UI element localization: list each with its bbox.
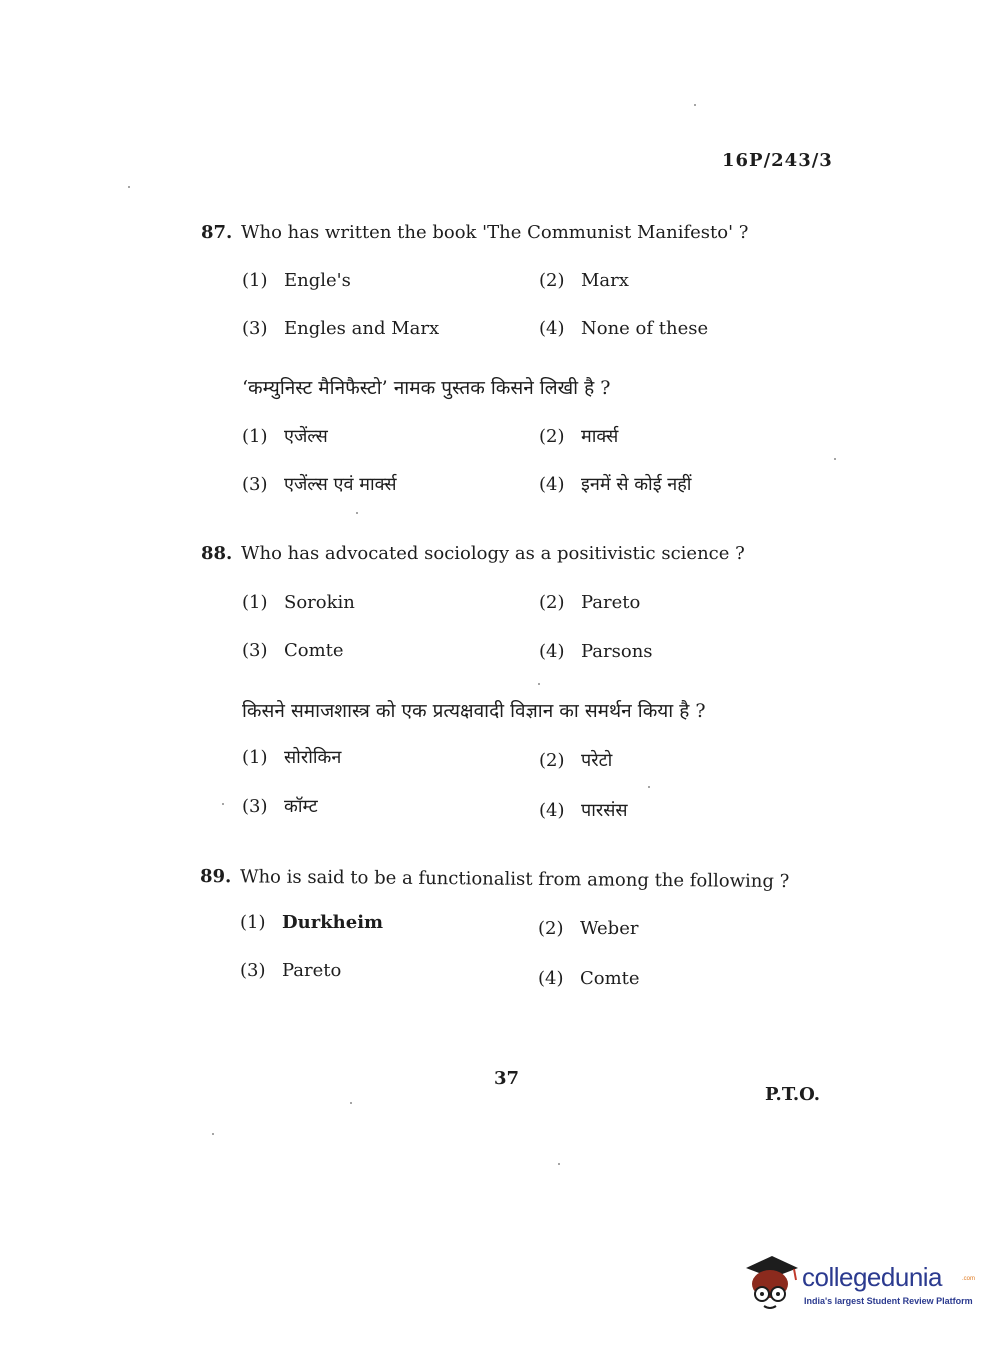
option-number: (2)	[539, 750, 565, 771]
option-87-2	[539, 270, 629, 291]
option-hi-87-4	[539, 472, 691, 496]
option-88-3	[242, 640, 344, 661]
option-89-4	[538, 968, 640, 989]
option-text: Weber	[580, 918, 639, 939]
scan-speck	[128, 186, 130, 188]
option-text: इनमें से कोई नहीं	[581, 474, 692, 495]
option-text: Pareto	[282, 960, 342, 981]
option-number: (3)	[242, 640, 268, 661]
option-87-3	[242, 318, 439, 339]
question-number: 87.	[201, 222, 233, 243]
option-number: (4)	[539, 800, 565, 821]
option-89-2	[538, 918, 638, 939]
option-number: (2)	[538, 918, 564, 939]
option-text: Comte	[580, 968, 640, 989]
option-text: मार्क्स	[581, 426, 619, 447]
scan-speck	[694, 104, 696, 106]
option-hi-87-1	[242, 424, 328, 448]
option-number: (2)	[539, 592, 565, 613]
option-number: (2)	[539, 426, 565, 447]
option-number: (1)	[242, 270, 268, 291]
option-text: पारसंस	[581, 800, 628, 821]
option-text: Engle's	[284, 270, 351, 291]
page-number: 37	[494, 1068, 520, 1089]
option-number: (2)	[539, 270, 565, 291]
option-number: (3)	[242, 474, 268, 495]
option-text: सोरोकिन	[284, 747, 342, 768]
option-number: (1)	[242, 747, 268, 768]
option-text: एजेंल्स एवं मार्क्स	[284, 474, 397, 495]
paper-code: 16P/243/3	[722, 150, 833, 171]
mascot-icon	[742, 1250, 800, 1312]
scan-speck	[538, 683, 540, 685]
option-text: कॉम्ट	[284, 796, 318, 817]
option-87-4	[539, 318, 708, 339]
option-number: (4)	[539, 474, 565, 495]
question-text-hi: किसने समाजशास्त्र को एक प्रत्यक्षवादी विज्ञान का समर्थन किया है ?	[242, 700, 706, 722]
option-number: (1)	[242, 592, 268, 613]
option-number: (4)	[539, 641, 565, 662]
option-text: एजेंल्स	[284, 426, 328, 447]
option-hi-87-2	[539, 424, 618, 448]
option-text: Engles and Marx	[284, 318, 440, 339]
option-number: (4)	[539, 318, 565, 339]
question-text-en: Who is said to be a functionalist from among the following ?	[239, 866, 790, 893]
scan-speck	[356, 512, 358, 514]
question-89	[200, 866, 790, 892]
scan-speck	[350, 1102, 352, 1104]
scan-speck	[648, 786, 650, 788]
option-text: परेटो	[581, 750, 613, 771]
option-hi-88-1	[242, 745, 341, 769]
option-hi-87-3	[242, 472, 397, 496]
option-text: Comte	[284, 640, 344, 661]
option-text: Durkheim	[282, 912, 384, 933]
logo-wordmark: collegedunia	[802, 1262, 943, 1292]
question-87	[201, 222, 748, 243]
scan-speck	[212, 1133, 214, 1135]
scan-speck	[222, 803, 224, 805]
option-number: (3)	[242, 796, 268, 817]
pto-label: P.T.O.	[765, 1084, 821, 1105]
option-hi-88-2	[539, 748, 612, 772]
question-number: 88.	[201, 543, 233, 564]
option-89-1	[240, 912, 383, 933]
option-number: (3)	[240, 960, 266, 981]
option-text: Sorokin	[284, 592, 355, 613]
collegedunia-logo	[742, 1250, 976, 1312]
option-text: Marx	[581, 270, 629, 291]
option-number: (1)	[240, 912, 266, 933]
scan-speck	[834, 458, 836, 460]
logo-tagline: India's largest Student Review Platform	[804, 1296, 973, 1306]
question-text-en: Who has written the book 'The Communist Manifesto' ?	[241, 222, 749, 243]
option-number: (4)	[538, 968, 564, 989]
option-text: Parsons	[581, 641, 653, 662]
logo-suffix: .com	[962, 1276, 976, 1282]
option-87-1	[242, 270, 351, 291]
option-hi-88-3	[242, 794, 318, 818]
option-number: (1)	[242, 426, 268, 447]
scan-speck	[558, 1163, 560, 1165]
option-88-1	[242, 592, 355, 613]
option-89-3	[240, 960, 341, 981]
question-text-en: Who has advocated sociology as a positivistic science ?	[241, 543, 745, 564]
question-number: 89.	[199, 866, 232, 888]
option-88-4	[539, 641, 653, 662]
option-number: (3)	[242, 318, 268, 339]
option-88-2	[539, 592, 640, 613]
option-text: None of these	[581, 318, 709, 339]
option-text: Pareto	[581, 592, 641, 613]
option-hi-88-4	[539, 798, 628, 822]
question-88	[201, 543, 745, 564]
question-text-hi: ‘कम्युनिस्ट मैनिफैस्टो’ नामक पुस्तक किसने लिखी है ?	[242, 377, 611, 399]
